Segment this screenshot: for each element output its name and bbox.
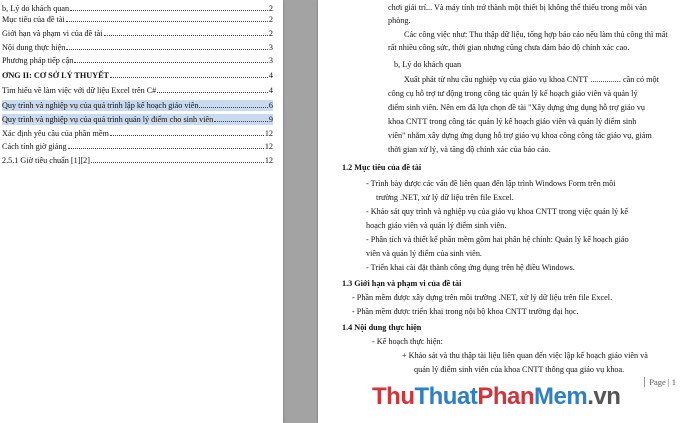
body-line: viên" nhằm xây dựng ứng dụng hỗ trợ giáo vụ khoa công công tác giáo vụ, giảm [388,131,652,140]
toc-entry-page: 3 [268,43,273,52]
body-line: trường .NET, xử lý dữ liệu trên file Excel. [376,193,514,202]
toc-leader-dots [104,35,268,36]
toc-entry[interactable] [2,14,273,25]
toc-entry-title: Tìm hiểu về làm việc với dữ liệu Excel trên C# [2,86,157,95]
body-line: - Phân tích và thiết kế phần mềm gồm hai phân hệ chính: Quản lý kế hoạch giáo [366,235,629,244]
watermark-part: Thuat [414,383,478,410]
body-line: chơi giải trí... Và máy tính trở thành một thiết bị không thể thiếu trong mỗi văn [388,3,647,12]
toc-entry[interactable] [2,100,273,111]
toc-entry-page: 9 [268,115,273,124]
body-line: Các công việc như: Thu thập dữ liệu, tổng hợp báo cáo nếu làm thủ công thì mất [404,30,668,39]
toc-leader-dots [68,148,264,149]
toc-leader-dots [70,10,268,11]
toc-entry[interactable] [2,28,273,39]
right-page-body [318,0,700,423]
toc-entry[interactable] [2,85,273,96]
body-line: - Phần mềm được xây dựng trên môi trường .NET, xử lý dữ liệu trên file Excel. [352,293,613,302]
body-line: - Triển khai cài đặt thành công ứng dụng trên hệ điều Windows. [366,263,575,272]
watermark-part: .vn [587,383,621,410]
toc-entry[interactable] [2,141,273,152]
watermark-logo [372,383,620,411]
toc-entry-title: Xác định yêu cầu của phần mềm [2,129,109,138]
toc-entry-title: ƠNG II: CƠ SỞ LÝ THUYẾT [2,71,109,80]
body-line: phòng. [388,16,411,25]
toc-entry[interactable] [2,128,273,139]
toc-entry-title: Mục tiêu của đề tài [2,15,65,24]
watermark-part: Mem [534,383,588,410]
body-line: Xuất phát từ nhu cầu nghiệp vụ của giáo vụ khoa CNTT ............... cần có một [404,75,659,84]
watermark-part: Thu [372,383,415,410]
body-line: viên và quản lý điểm của sinh viên. [366,249,482,258]
body-line: khoa CNTT trong công tác quản lý kế hoạch giáo viên và quản lý điểm sinh [388,117,637,126]
body-line: rất nhiều công sức, thời gian nhưng cũng chưa đảm bảo độ chính xác cao. [388,43,630,52]
toc-leader-dots [66,49,268,50]
body-line: - Khảo sát quy trình và nghiệp vụ của giáo vụ khoa CNTT trong việc quản lý kế [366,207,629,216]
toc-entry-title: Nội dung thực hiện [2,43,66,52]
subheading: b, Lý do khách quan [394,60,462,69]
body-line: hoạch giáo viên và quản lý điểm sinh viên. [366,221,507,230]
body-line: + Khảo sát và thu thập tài liệu liên quan đến việc lập kế hoạch giáo viên và [402,351,648,360]
toc-entry-page: 12 [264,142,273,151]
toc-entry-page: 2 [268,4,273,13]
toc-entry-title: Quy trình và nghiệp vụ của quá trình quản lý điểm cho sinh viên [2,115,214,124]
watermark-part: Phan [477,383,534,410]
toc-entry[interactable] [2,42,273,53]
toc-entry-title: b, Lý do khách quan [2,4,70,13]
toc-leader-dots [214,121,268,122]
body-line: điểm sinh viên. Nên em đã lựa chọn đề tài "Xây dựng ứng dụng hỗ trợ giáo vụ [388,103,646,112]
toc-entry[interactable] [2,155,273,166]
toc-entry-page: 2 [268,29,273,38]
toc-entry[interactable] [2,3,273,14]
toc-entry-page: 4 [268,86,273,95]
toc-entry-page: 2 [268,15,273,24]
toc-entry-title: Phương pháp tiếp cận [2,56,74,65]
toc-leader-dots [157,92,268,93]
toc-leader-dots [66,21,268,22]
toc-entry-page: 12 [264,129,273,138]
body-line: - Kế hoạch thực hiện: [372,337,443,346]
toc-leader-dots [110,77,268,78]
section-heading-1-2: 1.2 Mục tiêu của đề tài [342,163,422,172]
body-line: quản lý điểm sinh viên của khoa CNTT thông qua giáo vụ khoa. [414,365,625,374]
left-page-toc [0,0,283,423]
toc-leader-dots [199,107,267,108]
page-number: Page | 1 [644,377,676,387]
toc-entry-title: Cách tính giờ giảng [2,142,67,151]
toc-entry[interactable] [2,70,273,81]
body-line: công cụ hỗ trợ tư động trong công tác quản lý kế hoạch giáo viên và quản lý [388,89,638,98]
toc-entry-title: Giới hạn và phạm vi của đề tài [2,29,103,38]
toc-leader-dots [110,135,264,136]
section-heading-1-4: 1.4 Nội dung thực hiện [342,323,422,332]
toc-entry[interactable] [2,114,273,125]
toc-entry[interactable] [2,55,273,66]
body-line: - Phần mềm được triển khai trong nội bộ khoa CNTT trường đại học. [352,307,579,316]
toc-entry-title: 2.5.1 Giờ tiêu chuẩn [1][2] [2,156,90,165]
body-line: thời gian xử lý, và tăng độ chính xác của báo cáo. [388,145,551,154]
body-line: - Trình bày được các vấn đề liên quan đến lập trình Windows Form trên môi [366,179,616,188]
section-heading-1-3: 1.3 Giới hạn và phạm vi của đề tài [342,279,462,288]
toc-entry-page: 4 [268,71,273,80]
toc-entry-page: 6 [268,101,273,110]
toc-leader-dots [74,62,268,63]
toc-leader-dots [91,162,264,163]
toc-entry-title: Quy trình và nghiệp vụ của quá trình lập kế hoạch giáo viên [2,101,199,110]
toc-entry-page: 12 [264,156,273,165]
toc-entry-page: 3 [268,56,273,65]
